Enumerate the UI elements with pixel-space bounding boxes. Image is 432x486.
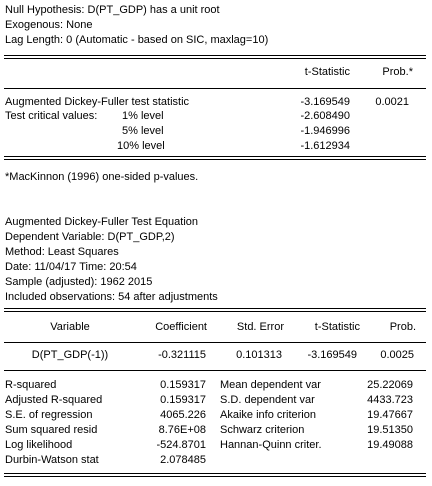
- stat-value: 19.49088: [367, 439, 413, 451]
- coef-row-coefficient: -0.321115: [158, 349, 206, 361]
- sample: Sample (adjusted): 1962 2015: [5, 276, 153, 288]
- stat-label: Hannan-Quinn criter.: [220, 439, 322, 451]
- stat-value: 0.159317: [160, 394, 206, 406]
- stat-label: S.E. of regression: [5, 409, 93, 421]
- stat-value: -524.8701: [156, 439, 206, 451]
- stat-label: Durbin-Watson stat: [5, 454, 99, 466]
- dependent-variable: Dependent Variable: D(PT_GDP,2): [5, 231, 175, 243]
- coef-row-prob: 0.0025: [380, 349, 414, 361]
- coef-rule-bottom: [4, 473, 426, 477]
- adf-prob-value: 0.0021: [375, 96, 409, 108]
- null-hypothesis: Null Hypothesis: D(PT_GDP) has a unit root: [5, 4, 220, 16]
- stat-value: 4433.723: [367, 394, 413, 406]
- adf-stat-value: -3.169549: [300, 96, 350, 108]
- table-rule-header: [4, 88, 426, 89]
- coef-rule-middle: [4, 370, 426, 371]
- stat-label: Log likelihood: [5, 439, 73, 451]
- crit-level-5pct-label: 5% level: [122, 125, 164, 137]
- stat-value: 8.76E+08: [158, 424, 206, 436]
- coef-header-coefficient: Coefficient: [155, 321, 207, 333]
- coef-header-std-error: Std. Error: [236, 321, 284, 333]
- stat-label: Schwarz criterion: [220, 424, 305, 436]
- crit-level-1pct-label: 1% level: [122, 110, 164, 122]
- table-rule-top: [4, 55, 426, 59]
- method: Method: Least Squares: [5, 246, 119, 258]
- table-rule-bottom: [4, 156, 426, 160]
- coef-rule-header: [4, 342, 426, 343]
- included-observations: Included observations: 54 after adjustments: [5, 291, 218, 303]
- coef-row-tstat: -3.169549: [307, 349, 357, 361]
- stat-value: 25.22069: [367, 379, 413, 391]
- stat-value: 4065.226: [160, 409, 206, 421]
- crit-level-1pct-value: -2.608490: [300, 110, 350, 122]
- coef-header-variable: Variable: [50, 321, 90, 333]
- coef-header-prob: Prob.: [389, 321, 416, 333]
- col-header-prob: Prob.*: [382, 66, 413, 78]
- stat-value: 2.078485: [160, 454, 206, 466]
- stat-label: R-squared: [5, 379, 57, 391]
- exogenous: Exogenous: None: [5, 19, 93, 31]
- date-time: Date: 11/04/17 Time: 20:54: [5, 261, 137, 273]
- coef-row-std-error: 0.101313: [236, 349, 282, 361]
- stat-label: Adjusted R-squared: [5, 394, 103, 406]
- stat-value: 0.159317: [160, 379, 206, 391]
- adf-stat-label: Augmented Dickey-Fuller test statistic: [5, 96, 190, 108]
- stat-label: Sum squared resid: [5, 424, 98, 436]
- stat-label: S.D. dependent var: [220, 394, 315, 406]
- coef-row-variable: D(PT_GDP(-1)): [31, 349, 109, 361]
- footnote: *MacKinnon (1996) one-sided p-values.: [5, 171, 199, 183]
- coef-header-tstat: t-Statistic: [314, 321, 360, 333]
- stat-label: Akaike info criterion: [220, 409, 316, 421]
- col-header-tstat: t-Statistic: [304, 66, 350, 78]
- lag-length: Lag Length: 0 (Automatic - based on SIC, maxlag=10): [5, 34, 269, 46]
- stat-label: Mean dependent var: [220, 379, 321, 391]
- equation-title: Augmented Dickey-Fuller Test Equation: [5, 216, 199, 228]
- crit-level-10pct-value: -1.612934: [300, 140, 350, 152]
- critical-values-label: Test critical values:: [5, 110, 98, 122]
- crit-level-5pct-value: -1.946996: [300, 125, 350, 137]
- coef-rule-top: [4, 308, 426, 312]
- stat-value: 19.51350: [367, 424, 413, 436]
- crit-level-10pct-label: 10% level: [117, 140, 165, 152]
- stat-value: 19.47667: [367, 409, 413, 421]
